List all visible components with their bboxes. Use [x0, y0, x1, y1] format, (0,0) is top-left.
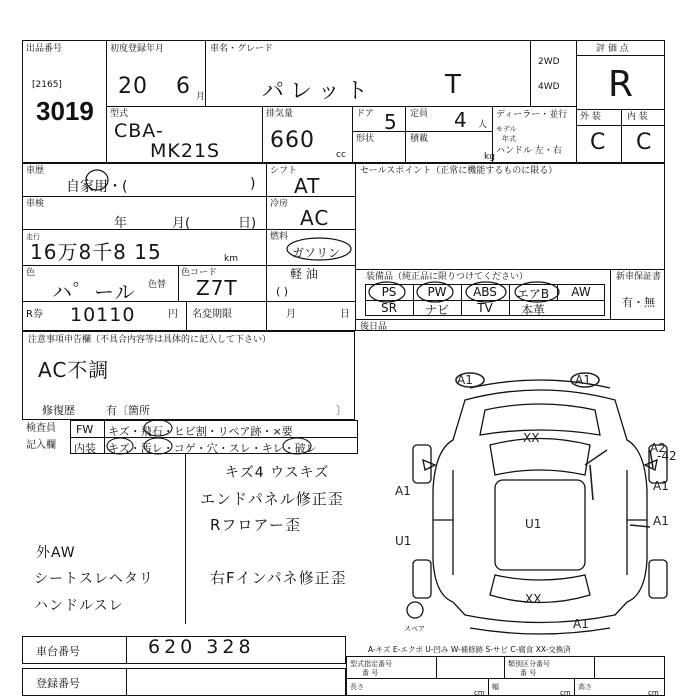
equipment-item-row2-3: TV	[477, 301, 493, 315]
interior-score: C	[636, 130, 653, 155]
displacement-value: 660	[270, 128, 315, 153]
door-label: ドア	[356, 109, 374, 119]
history-circle	[85, 168, 109, 192]
repair-close: 〕	[336, 404, 347, 417]
first-reg-month: 6	[176, 74, 191, 99]
spare-label: スペア	[404, 625, 425, 633]
shift-value: AT	[294, 174, 321, 198]
car-diagram	[395, 370, 685, 640]
name-change-label: 名変期限	[192, 309, 232, 320]
equipment-item-row2-1: SR	[381, 301, 397, 315]
inspector-label1: 検査員	[26, 423, 56, 434]
length-label: 長さ	[350, 683, 364, 691]
fuel-paren: ( )	[276, 285, 289, 298]
equipment-item-row2-4: 本革	[520, 303, 545, 317]
type-designation-sub: 番 号	[362, 669, 379, 677]
damage-mark: U1	[525, 517, 542, 531]
first-reg-label: 初度登録年月	[110, 44, 165, 54]
capacity-unit: 人	[478, 120, 488, 130]
damage-mark: A1	[653, 514, 669, 528]
model-line2: MK21S	[150, 140, 221, 162]
inspection-day: 日)	[238, 216, 257, 231]
damage-mark: A2	[650, 441, 666, 455]
exterior-score: C	[590, 130, 607, 155]
warranty-label: 新車保証書	[616, 272, 662, 282]
inspector-interior-items: キズ・汚レ・コゲ・穴・スレ・キレ・破レ	[108, 442, 317, 455]
sales-point-label: セールスポイント（正常に機能するものに限る）	[360, 166, 558, 176]
eval-score: R	[608, 64, 635, 105]
reg-label: 登録番号	[36, 677, 80, 690]
recycle-label: R券	[26, 309, 43, 320]
equipment-item-row1-5: AW	[571, 285, 591, 299]
comment-3: Rフロアー歪	[210, 516, 301, 534]
drive-2wd: 2WD	[538, 57, 560, 67]
mileage-value: 16万8千8 15	[30, 240, 162, 264]
inspector-circles	[100, 418, 360, 456]
capacity-value: 4	[454, 108, 468, 132]
model-label: 型式	[110, 109, 129, 119]
model-year-label: モデル	[496, 125, 517, 133]
height-cm: cm	[648, 689, 659, 697]
equipment-item-row1-3: ABS	[473, 285, 497, 299]
model-line1: CBA-	[114, 120, 164, 142]
notes-label: 注意事項申告欄（不具合内容等は具体的に記入して下さい）	[28, 335, 272, 345]
first-reg-month-unit: 月	[196, 92, 206, 102]
warranty-value: 有・無	[622, 296, 655, 309]
model-year-label2: 年式	[502, 135, 516, 143]
interior-label: 内 装	[627, 112, 648, 122]
color-value: ハ゜ール	[52, 280, 136, 304]
car-name-label: 車名・グレード	[210, 44, 274, 54]
shape-label: 形状	[356, 134, 375, 144]
width-cm: cm	[560, 689, 571, 697]
history-value: 自家用・(	[66, 179, 128, 195]
door-value: 5	[384, 110, 398, 134]
mileage-unit: km	[224, 254, 238, 264]
displacement-unit: cc	[336, 150, 346, 160]
damage-mark: A1	[653, 479, 669, 493]
name-change-month: 月	[286, 309, 296, 320]
history-label: 車歴	[26, 166, 45, 176]
aircon-value: AC	[300, 206, 330, 230]
inspector-label2: 記入欄	[26, 440, 56, 451]
comment-6: ハンドルスレ	[34, 598, 124, 614]
damage-mark: A1	[573, 617, 589, 631]
damage-mark: XX	[523, 431, 540, 445]
load-label: 積載	[410, 134, 429, 144]
color-label: 色	[26, 268, 36, 278]
comment-7: 右Fインパネ修正歪	[210, 569, 347, 587]
lot-label: 出品番号	[26, 44, 63, 54]
fuel-circle	[284, 236, 354, 262]
inspector-interior-label: 内装	[74, 442, 96, 455]
repair-value: 有〔箇所	[106, 404, 150, 417]
fuel-label: 燃料	[270, 232, 289, 242]
damage-mark: XX	[525, 592, 542, 606]
lot-small: [2165]	[32, 80, 62, 90]
fuel-diesel: 軽 油	[290, 267, 318, 281]
comment-2: エンドパネル修正歪	[200, 490, 344, 508]
exterior-label: 外 装	[580, 112, 601, 122]
eval-label: 評 価 点	[596, 44, 629, 54]
fw-items: キズ・飛石・ヒビ割・リペア跡・×要	[108, 425, 293, 438]
equipment-label: 装備品（純正品に限りつけてください）	[366, 272, 529, 282]
inspection-month: 月(	[172, 216, 191, 231]
fuel-gasoline: ガソリン	[292, 246, 341, 260]
equipment-item-row1-4: エアB	[516, 287, 550, 301]
first-reg-year: 20	[118, 74, 148, 99]
type-designation-label: 型式指定番号	[350, 660, 392, 668]
damage-mark: A1	[395, 484, 411, 498]
damage-mark: -42	[657, 449, 677, 463]
color-change-label: 色替	[148, 280, 167, 290]
chassis-label: 車台番号	[36, 645, 80, 658]
diagram-legend: A-キズ E-エクボ U-凹み W-補修跡 S-サビ C-腐食 XX-交換済	[368, 645, 571, 654]
length-cm: cm	[474, 689, 485, 697]
aircon-label: 冷房	[270, 199, 289, 209]
displacement-label: 排気量	[266, 109, 294, 119]
history-close: )	[250, 176, 256, 192]
category-sub: 番 号	[520, 669, 537, 677]
load-unit: kg	[484, 152, 495, 162]
lot-number: 3019	[36, 96, 94, 126]
chassis-value: 620 328	[148, 636, 255, 658]
color-code-label: 色コード	[181, 268, 218, 278]
spec-frame	[346, 656, 665, 696]
recycle-unit: 円	[168, 309, 178, 320]
damage-mark: U1	[395, 534, 412, 548]
comment-1: キズ4 ウスキズ	[225, 465, 330, 481]
dealer-label: ディーラー・並行	[496, 110, 568, 120]
equipment-item-row1-1: PS	[381, 285, 397, 299]
inspection-label: 車検	[26, 199, 45, 209]
capacity-label: 定員	[410, 109, 429, 119]
grade: T	[445, 70, 462, 100]
category-label: 類別区分番号	[508, 660, 550, 668]
comment-4: 外AW	[36, 545, 76, 561]
car-name: パレット	[262, 79, 374, 104]
name-change-day: 日	[340, 309, 350, 320]
width-label: 幅	[492, 683, 499, 691]
handle-label: ハンドル 左・右	[496, 146, 562, 156]
drive-4wd: 4WD	[538, 82, 560, 92]
fw-label: FW	[76, 423, 94, 436]
damage-mark: A1	[457, 373, 473, 387]
shift-label: シフト	[270, 166, 298, 176]
mileage-label: 走行	[26, 233, 40, 241]
comment-5: シートスレヘタリ	[34, 571, 154, 587]
damage-mark: A1	[575, 373, 591, 387]
rear-seat-label: 後日品	[360, 322, 388, 332]
repair-label: 修復歴	[42, 404, 75, 417]
notes-value: AC不調	[38, 358, 110, 382]
height-label: 高さ	[578, 683, 592, 691]
color-code-value: Z7T	[196, 276, 238, 300]
equipment-item-row1-2: PW	[427, 285, 447, 299]
equipment-item-row2-2: ナビ	[424, 303, 449, 317]
inspection-year: 年	[114, 216, 128, 231]
recycle-value: 10110	[70, 304, 136, 326]
